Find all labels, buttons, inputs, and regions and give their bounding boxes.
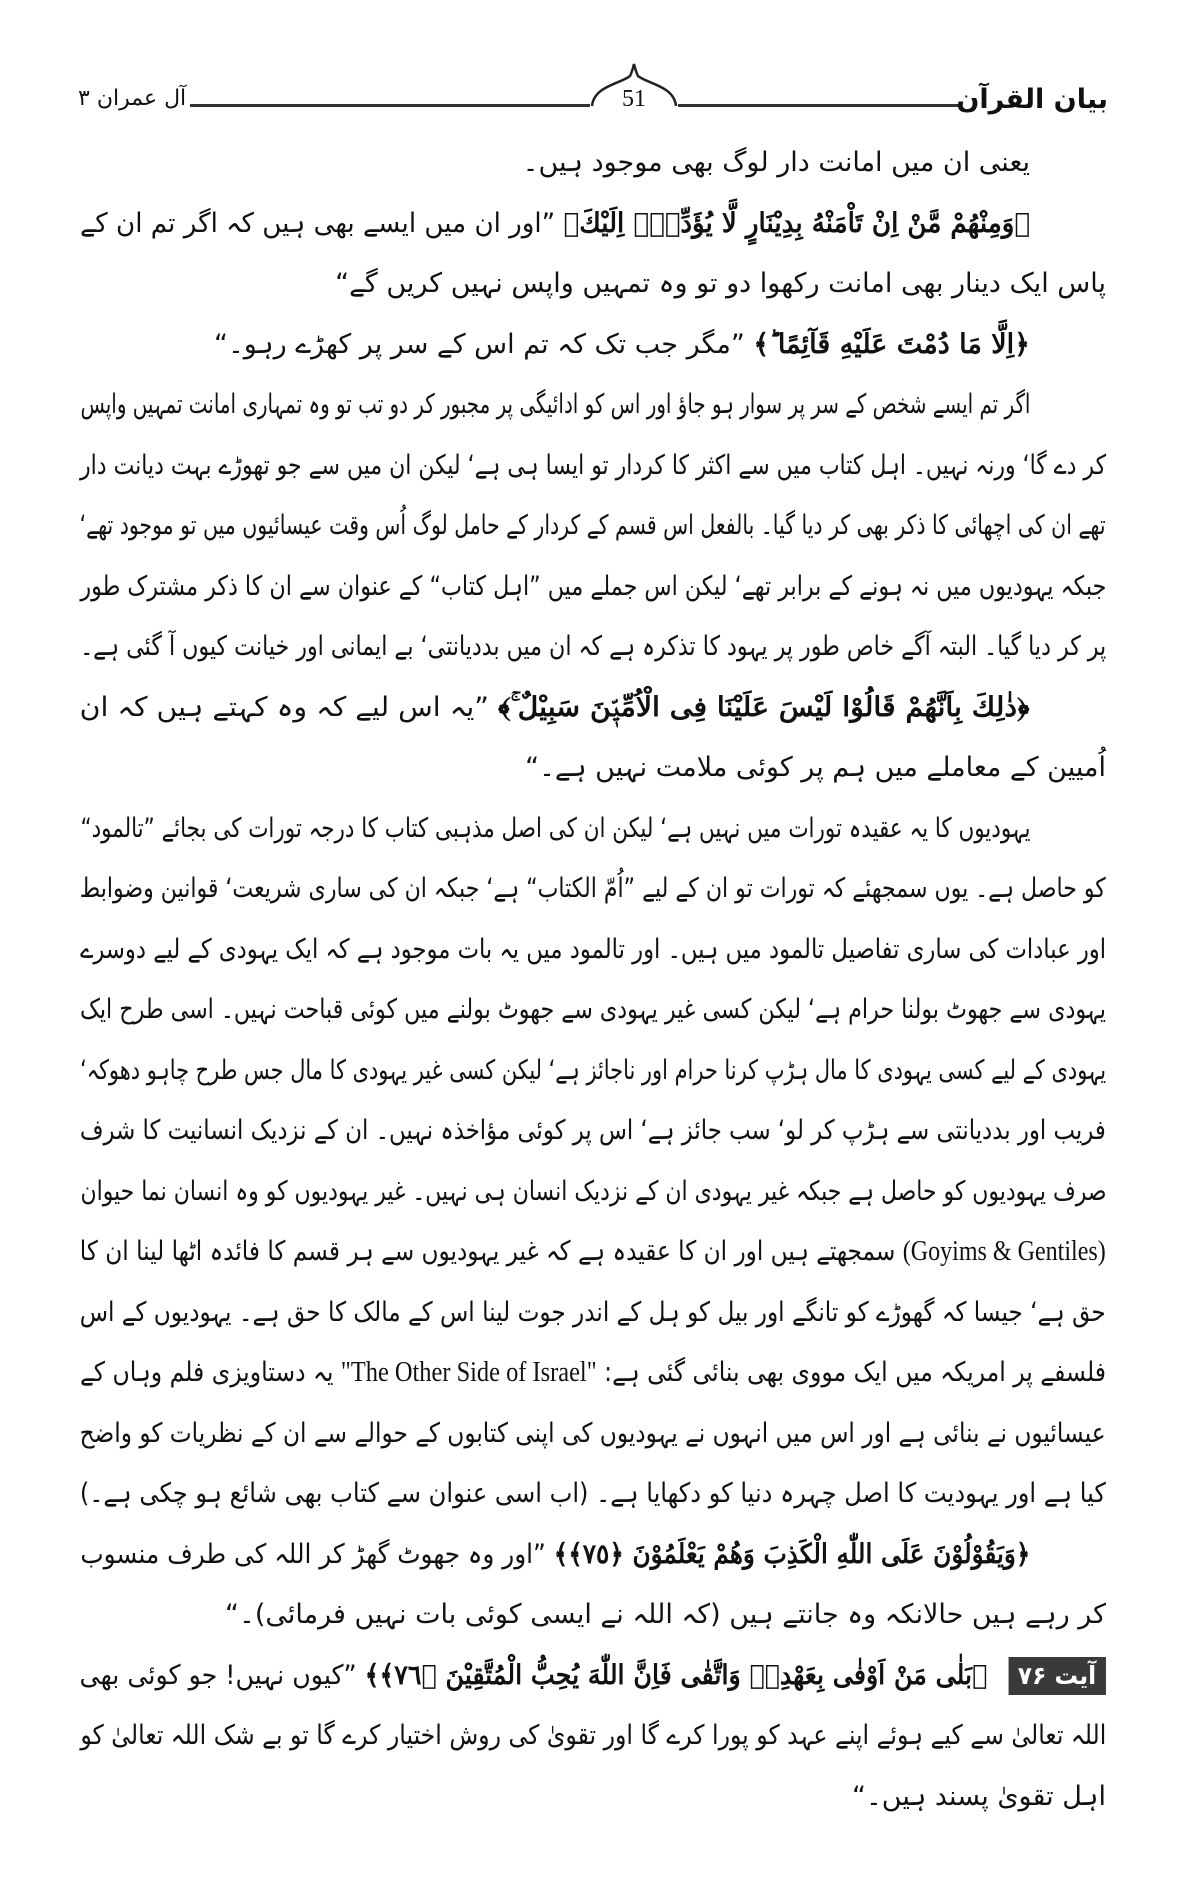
surah-name: آل عمران ۳ [78,86,187,111]
urdu-text: حق ہے‘ جیسا کہ گھوڑے کو تانگے اور بیل کو ہل کے اندر جوت لینا اس کے مالک کا حق ہے۔ یہودیوں کے اس [80,1296,1106,1328]
text-line [80,133,1106,194]
quran-verse: ﴿وَيَقُوْلُوْنَ عَلَى اللّٰهِ الْكَذِبَ وَهُمْ يَعْلَمُوْنَ ﴿٧٥﴾﴾ [553,1538,1030,1570]
quran-verse: ﴿ذٰلِكَ بِاَنَّهُمْ قَالُوْا لَيْسَ عَلَيْنَا فِى الْاُمِّيّٖنَ سَبِيْلٌ ۚ﴾ [498,691,1030,723]
text-line [80,375,1106,436]
line-content [80,920,1106,981]
urdu-text: کو حاصل ہے۔ یوں سمجھئے کہ تورات تو ان کے لیے ”اُمّ الکتاب“ ہے‘ جبکہ ان کی ساری شریعت‘ قوانین وضوابط [80,873,1106,904]
line-content [80,1162,1106,1223]
urdu-text: یہودی سے جھوٹ بولنا حرام ہے‘ لیکن کسی غیر یہودی سے جھوٹ بولنے میں کوئی قباحت نہیں۔ اسی طرح ایک [80,994,1106,1025]
text-line [80,496,1106,557]
line-content [80,1646,1106,1707]
header-rule-right [678,104,962,107]
line-content [80,1222,1106,1283]
line-content [80,1101,1106,1162]
text-line [80,1222,1106,1283]
urdu-text: تھے ان کی اچھائی کا ذکر بھی کر دیا گیا۔ بالفعل اس قسم کے کردار کے حامل لوگ اُس وقت عیسائیوں میں تو موجود تھے‘ [80,510,1106,541]
urdu-text: اگر تم ایسے شخص کے سر پر سوار ہو جاؤ اور اس کو ادائیگی پر مجبور کر دو تب تو وہ تمہاری امانت تمہیں واپس [80,389,1030,420]
urdu-text: کر رہے ہیں حالانکہ وہ جانتے ہیں (کہ اللہ نے ایسی کوئی بات نہیں فرمائی)۔“ [225,1599,1106,1630]
text-line [80,617,1106,678]
line-content [525,738,1106,799]
page-body [80,133,1106,1827]
text-line [80,1101,1106,1162]
urdu-text: یہودیوں کا یہ عقیدہ تورات میں نہیں ہے‘ لیکن ان کی اصل مذہبی کتاب کا درجہ تورات کی بجائے ”تالمود“ [80,812,1030,844]
line-content [80,1041,1106,1102]
urdu-text: ”کیوں نہیں! جو کوئی بھی [80,1659,358,1691]
line-content [80,678,1030,739]
text-line [80,254,1106,315]
text-line [80,557,1106,618]
text-line [80,738,1106,799]
text-line [80,1706,1106,1767]
text-line [80,1585,1106,1646]
text-line [80,920,1106,981]
line-content [80,1283,1106,1344]
ayah-number-badge: آیت ۷۶ [1009,1657,1106,1695]
line-content [335,254,1106,315]
line-content [80,859,1106,920]
urdu-text: ”اور وہ جھوٹ گھڑ کر اللہ کی طرف منسوب [80,1538,546,1570]
urdu-text: یعنی ان میں امانت دار لوگ بھی موجود ہیں۔ [522,147,1030,178]
text-line [80,859,1106,920]
text-line [80,1525,1106,1586]
urdu-text: پر کر دیا گیا۔ البتہ آگے خاص طور پر یہود کا تذکرہ ہے کہ ان میں بددیانتی‘ بے ایمانی اور خیانت کیوں آ گئی ہے۔ [80,631,1106,662]
urdu-text: ”اور ان میں ایسے بھی ہیں کہ اگر تم ان کے [80,207,556,239]
text-line [80,1767,1106,1828]
urdu-text: عیسائیوں نے بنائی ہے اور اس میں انہوں نے یہودیوں کی اپنی کتابوں کے حوالے سے ان کے نظریات کو واضح [80,1417,1106,1449]
text-line [80,1283,1106,1344]
urdu-text: اُمیین کے معاملے میں ہم پر کوئی ملامت نہیں ہے۔“ [525,752,1106,783]
urdu-text: یہودی کے لیے کسی یہودی کا مال ہڑپ کرنا حرام اور ناجائز ہے‘ لیکن کسی غیر یہودی کا مال جس طرح چاہو دھوکہ‘ [80,1054,1106,1086]
line-content [225,1585,1106,1646]
text-line [80,1646,1106,1707]
page-number: 51 [622,86,646,112]
line-content [80,557,1106,618]
text-line [80,1162,1106,1223]
text-line [80,315,1106,376]
text-line [80,1404,1106,1465]
line-content [80,1706,1106,1767]
text-line [80,194,1106,255]
urdu-text: سمجھتے ہیں اور ان کا عقیدہ ہے کہ غیر یہودیوں سے ہر قسم کا فائدہ اٹھا لینا ان کا [80,1236,896,1267]
urdu-text: کیا ہے اور یہودیت کا اصل چہرہ دنیا کو دکھایا ہے۔ (اب اسی عنوان سے کتاب بھی شائع ہو چکی ہے۔) [80,1478,1106,1509]
line-content [214,315,1030,376]
line-content [80,980,1106,1041]
urdu-text: پاس ایک دینار بھی امانت رکھوا دو تو وہ تمہیں واپس نہیں کریں گے“ [335,268,1106,299]
urdu-text: صرف یہودیوں کو حاصل ہے جبکہ غیر یہودی ان کے نزدیک انسان ہی نہیں۔ غیر یہودیوں کو وہ انسان نما حیوان [80,1175,1106,1207]
urdu-text: جبکہ یہودیوں میں نہ ہونے کے برابر تھے‘ لیکن اس جملے میں ”اہل کتاب“ کے عنوان سے ان کا ذکر مشترک طور [80,570,1106,602]
latin-term: (Goyims & Gentiles) [902,1236,1106,1267]
header-rule-left [190,104,590,107]
line-content [80,1525,1030,1586]
text-line [80,1343,1106,1404]
latin-term: "The Other Side of Israel" [340,1357,597,1388]
line-content [80,194,1030,255]
page-header [78,80,1108,126]
line-content [80,496,1106,557]
urdu-text: فلسفے پر امریکہ میں ایک مووی بھی بنائی گئی ہے: [604,1357,1106,1388]
line-content [80,1464,1106,1525]
text-line [80,1041,1106,1102]
quran-verse: ﴿بَلٰى مَنْ اَوْفٰى بِعَهْدِهٖ وَاتَّقٰى فَاِنَّ اللّٰهَ يُحِبُّ الْمُتَّقِيْنَ ﴿٧٦﴾﴾ [365,1659,988,1691]
quran-verse: ﴿اِلَّا مَا دُمْتَ عَلَيْهِ قَآئِمًا ؕ﴾ [753,328,1030,360]
urdu-text: یہ دستاویزی فلم وہاں کے [80,1357,334,1388]
line-content [80,375,1030,436]
urdu-text: فریب اور بددیانتی سے ہڑپ کر لو‘ سب جائز ہے‘ اس پر کوئی مؤاخذہ نہیں۔ ان کے نزدیک انسانیت کا شرف [80,1115,1106,1146]
text-line [80,436,1106,497]
quran-verse: ﴿وَمِنْهُمْ مَّنْ اِنْ تَاْمَنْهُ بِدِيْنَارٍ لَّا يُؤَدِّهٖٓ اِلَيْكَ﴾ [563,207,1030,239]
page-number-dome [590,62,678,126]
text-line [80,799,1106,860]
text-line [80,678,1106,739]
line-content [80,1343,1106,1404]
urdu-text: اہل تقویٰ پسند ہیں۔“ [851,1780,1106,1812]
urdu-text: اللہ تعالیٰ سے کیے ہوئے اپنے عہد کو پورا کرے گا اور تقویٰ کی روش اختیار کرے گا تو بے شک اللہ تعالیٰ کو [80,1720,1106,1751]
line-content [80,617,1106,678]
line-content [852,1767,1106,1828]
line-content [80,799,1030,860]
text-line [80,1464,1106,1525]
urdu-text: ”مگر جب تک کہ تم اس کے سر پر کھڑے رہو۔“ [214,328,745,360]
line-content [80,1404,1106,1465]
urdu-text: اور عبادات کی ساری تفاصیل تالمود میں ہیں۔ اور تالمود میں یہ بات موجود ہے کہ ایک یہودی کے لیے دوسرے [80,933,1106,965]
line-content [523,133,1030,194]
text-line [80,980,1106,1041]
urdu-text: کر دے گا‘ ورنہ نہیں۔ اہل کتاب میں سے اکثر کا کردار تو ایسا ہی ہے‘ لیکن ان میں سے جو تھوڑے بہت دیانت دار [80,449,1106,481]
book-title: بیان القرآن [956,84,1108,115]
line-content [80,436,1106,497]
urdu-text: ”یہ اس لیے کہ وہ کہتے ہیں کہ ان [80,691,490,723]
